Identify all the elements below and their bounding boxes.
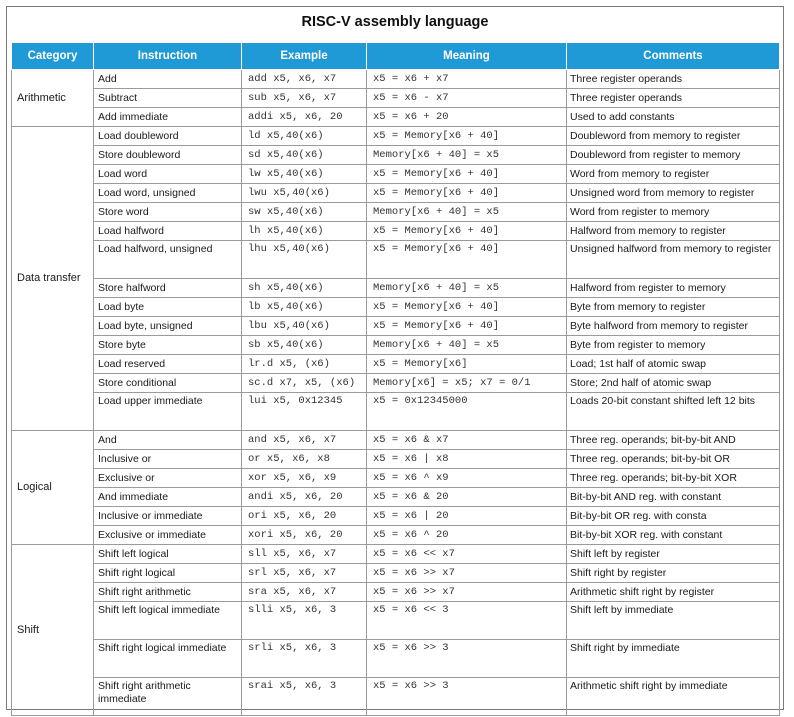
meaning-cell: x5 = Memory[x6] xyxy=(367,355,567,374)
table-row xyxy=(12,89,780,108)
meaning-cell: x5 = Memory[x6 + 40] xyxy=(367,241,567,279)
category-cell: Data transfer xyxy=(12,127,94,431)
header-category: Category xyxy=(12,43,94,70)
example-cell: sd x5,40(x6) xyxy=(242,146,367,165)
table-row xyxy=(12,507,780,526)
instruction-cell: Exclusive or immediate xyxy=(94,526,242,545)
meaning-cell: x5 = Memory[x6 + 40] xyxy=(367,127,567,146)
instruction-cell: Load word xyxy=(94,165,242,184)
instruction-cell: Subtract xyxy=(94,89,242,108)
meaning-cell: Memory[x6 + 40] = x5 xyxy=(367,146,567,165)
page-title: RISC-V assembly language xyxy=(301,14,489,30)
instruction-cell: Load word, unsigned xyxy=(94,184,242,203)
category-cell: Logical xyxy=(12,431,94,545)
table-row xyxy=(12,336,780,355)
example-cell: lui x5, 0x12345 xyxy=(242,393,367,431)
example-cell: lr.d x5, (x6) xyxy=(242,355,367,374)
example-cell: add x5, x6, x7 xyxy=(242,70,367,89)
comments-cell: Load; 1st half of atomic swap xyxy=(567,355,780,374)
comments-cell: Byte from register to memory xyxy=(567,336,780,355)
instruction-cell: Add immediate xyxy=(94,108,242,127)
comments-cell: Word from memory to register xyxy=(567,165,780,184)
comments-cell: Unsigned word from memory to register xyxy=(567,184,780,203)
example-cell: sra x5, x6, x7 xyxy=(242,583,367,602)
comments-cell: Three reg. operands; bit-by-bit OR xyxy=(567,450,780,469)
instruction-cell: Store doubleword xyxy=(94,146,242,165)
instruction-cell: And immediate xyxy=(94,488,242,507)
meaning-cell: Memory[x6 + 40] = x5 xyxy=(367,203,567,222)
comments-cell: Bit-by-bit XOR reg. with constant xyxy=(567,526,780,545)
instruction-cell: Load byte, unsigned xyxy=(94,317,242,336)
comments-cell: Shift right by register xyxy=(567,564,780,583)
comments-cell: Bit-by-bit AND reg. with constant xyxy=(567,488,780,507)
meaning-cell: x5 = x6 | x8 xyxy=(367,450,567,469)
instruction-cell: Load halfword xyxy=(94,222,242,241)
instruction-cell: Store byte xyxy=(94,336,242,355)
instruction-cell: Inclusive or xyxy=(94,450,242,469)
example-cell: sc.d x7, x5, (x6) xyxy=(242,374,367,393)
example-cell: and x5, x6, x7 xyxy=(242,431,367,450)
table-row xyxy=(12,165,780,184)
comments-cell: Arithmetic shift right by immediate xyxy=(567,678,780,716)
comments-cell: Three reg. operands; bit-by-bit AND xyxy=(567,431,780,450)
meaning-cell: Memory[x6 + 40] = x5 xyxy=(367,336,567,355)
table-row xyxy=(12,127,780,146)
meaning-cell: x5 = x6 << 3 xyxy=(367,602,567,640)
comments-cell: Bit-by-bit OR reg. with consta xyxy=(567,507,780,526)
comments-cell: Word from register to memory xyxy=(567,203,780,222)
table-row xyxy=(12,678,780,716)
header-comments: Comments xyxy=(567,43,780,70)
meaning-cell: x5 = x6 | 20 xyxy=(367,507,567,526)
comments-cell: Unsigned halfword from memory to register xyxy=(567,241,780,279)
meaning-cell: x5 = Memory[x6 + 40] xyxy=(367,298,567,317)
meaning-cell: x5 = x6 >> 3 xyxy=(367,678,567,716)
table-row xyxy=(12,355,780,374)
table-row xyxy=(12,203,780,222)
instruction-cell: Shift left logical xyxy=(94,545,242,564)
meaning-cell: x5 = x6 + x7 xyxy=(367,70,567,89)
instruction-cell: Load byte xyxy=(94,298,242,317)
comments-cell: Three register operands xyxy=(567,70,780,89)
comments-cell: Three reg. operands; bit-by-bit XOR xyxy=(567,469,780,488)
table-row xyxy=(12,222,780,241)
comments-cell: Byte halfword from memory to register xyxy=(567,317,780,336)
instruction-cell: Load reserved xyxy=(94,355,242,374)
header-example: Example xyxy=(242,43,367,70)
meaning-cell: x5 = x6 ^ 20 xyxy=(367,526,567,545)
table-row xyxy=(12,298,780,317)
comments-cell: Byte from memory to register xyxy=(567,298,780,317)
instruction-cell: Shift right logical immediate xyxy=(94,640,242,678)
table-row xyxy=(12,393,780,431)
meaning-cell: x5 = x6 + 20 xyxy=(367,108,567,127)
example-cell: srai x5, x6, 3 xyxy=(242,678,367,716)
example-cell: lhu x5,40(x6) xyxy=(242,241,367,279)
meaning-cell: x5 = Memory[x6 + 40] xyxy=(367,317,567,336)
comments-cell: Loads 20-bit constant shifted left 12 bits xyxy=(567,393,780,431)
comments-cell: Shift right by immediate xyxy=(567,640,780,678)
example-cell: sb x5,40(x6) xyxy=(242,336,367,355)
comments-cell: Halfword from register to memory xyxy=(567,279,780,298)
table-body xyxy=(12,70,780,716)
table-row xyxy=(12,526,780,545)
comments-cell: Halfword from memory to register xyxy=(567,222,780,241)
table-row xyxy=(12,374,780,393)
table-row xyxy=(12,488,780,507)
category-cell: Arithmetic xyxy=(12,70,94,127)
instruction-cell: Inclusive or immediate xyxy=(94,507,242,526)
instruction-cell: Shift left logical immediate xyxy=(94,602,242,640)
meaning-cell: x5 = 0x12345000 xyxy=(367,393,567,431)
example-cell: lw x5,40(x6) xyxy=(242,165,367,184)
instruction-cell: And xyxy=(94,431,242,450)
meaning-cell: x5 = x6 & 20 xyxy=(367,488,567,507)
instruction-cell: Load doubleword xyxy=(94,127,242,146)
meaning-cell: x5 = Memory[x6 + 40] xyxy=(367,165,567,184)
comments-cell: Doubleword from register to memory xyxy=(567,146,780,165)
example-cell: srl x5, x6, x7 xyxy=(242,564,367,583)
comments-cell: Used to add constants xyxy=(567,108,780,127)
example-cell: xor x5, x6, x9 xyxy=(242,469,367,488)
comments-cell: Arithmetic shift right by register xyxy=(567,583,780,602)
example-cell: andi x5, x6, 20 xyxy=(242,488,367,507)
table-row xyxy=(12,70,780,89)
table-row xyxy=(12,241,780,279)
example-cell: lwu x5,40(x6) xyxy=(242,184,367,203)
instruction-cell: Store halfword xyxy=(94,279,242,298)
example-cell: sw x5,40(x6) xyxy=(242,203,367,222)
table-row xyxy=(12,564,780,583)
meaning-cell: x5 = x6 & x7 xyxy=(367,431,567,450)
example-cell: lh x5,40(x6) xyxy=(242,222,367,241)
meaning-cell: x5 = x6 << x7 xyxy=(367,545,567,564)
instruction-cell: Load upper immediate xyxy=(94,393,242,431)
example-cell: addi x5, x6, 20 xyxy=(242,108,367,127)
table-row xyxy=(12,583,780,602)
example-cell: or x5, x6, x8 xyxy=(242,450,367,469)
table-row xyxy=(12,184,780,203)
table-row xyxy=(12,640,780,678)
comments-cell: Three register operands xyxy=(567,89,780,108)
example-cell: ori x5, x6, 20 xyxy=(242,507,367,526)
instruction-cell: Shift right arithmetic immediate xyxy=(94,678,242,716)
example-cell: lbu x5,40(x6) xyxy=(242,317,367,336)
table-row xyxy=(12,545,780,564)
comments-cell: Store; 2nd half of atomic swap xyxy=(567,374,780,393)
instruction-cell: Exclusive or xyxy=(94,469,242,488)
table-row xyxy=(12,469,780,488)
instruction-cell: Shift right logical xyxy=(94,564,242,583)
example-cell: sll x5, x6, x7 xyxy=(242,545,367,564)
category-cell: Shift xyxy=(12,545,94,716)
comments-cell: Doubleword from memory to register xyxy=(567,127,780,146)
meaning-cell: x5 = x6 >> x7 xyxy=(367,583,567,602)
instruction-cell: Shift right arithmetic xyxy=(94,583,242,602)
meaning-cell: x5 = x6 ^ x9 xyxy=(367,469,567,488)
example-cell: srli x5, x6, 3 xyxy=(242,640,367,678)
table-row xyxy=(12,146,780,165)
meaning-cell: x5 = x6 >> x7 xyxy=(367,564,567,583)
example-cell: sh x5,40(x6) xyxy=(242,279,367,298)
meaning-cell: x5 = Memory[x6 + 40] xyxy=(367,222,567,241)
instruction-cell: Add xyxy=(94,70,242,89)
table-row xyxy=(12,108,780,127)
table-row xyxy=(12,279,780,298)
header-row xyxy=(12,43,780,70)
example-cell: sub x5, x6, x7 xyxy=(242,89,367,108)
header-instruction: Instruction xyxy=(94,43,242,70)
example-cell: lb x5,40(x6) xyxy=(242,298,367,317)
comments-cell: Shift left by immediate xyxy=(567,602,780,640)
example-cell: ld x5,40(x6) xyxy=(242,127,367,146)
riscv-table xyxy=(11,42,780,716)
meaning-cell: x5 = x6 >> 3 xyxy=(367,640,567,678)
header-meaning: Meaning xyxy=(367,43,567,70)
table-row xyxy=(12,317,780,336)
table-row xyxy=(12,602,780,640)
table-row xyxy=(12,431,780,450)
instruction-cell: Load halfword, unsigned xyxy=(94,241,242,279)
meaning-cell: Memory[x6] = x5; x7 = 0/1 xyxy=(367,374,567,393)
table-row xyxy=(12,450,780,469)
meaning-cell: x5 = x6 - x7 xyxy=(367,89,567,108)
meaning-cell: Memory[x6 + 40] = x5 xyxy=(367,279,567,298)
comments-cell: Shift left by register xyxy=(567,545,780,564)
meaning-cell: x5 = Memory[x6 + 40] xyxy=(367,184,567,203)
instruction-cell: Store conditional xyxy=(94,374,242,393)
example-cell: xori x5, x6, 20 xyxy=(242,526,367,545)
example-cell: slli x5, x6, 3 xyxy=(242,602,367,640)
instruction-cell: Store word xyxy=(94,203,242,222)
